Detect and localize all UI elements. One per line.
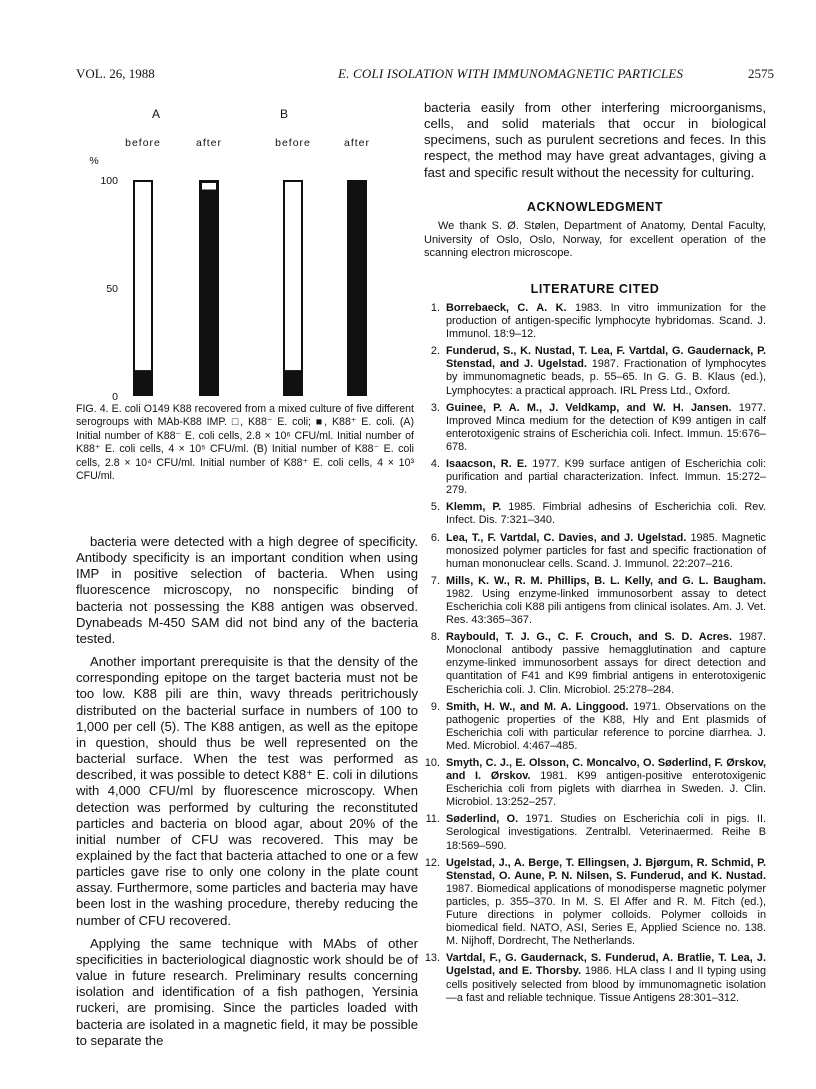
reference-item [424, 757, 766, 809]
bar-b-after-k88-positive [347, 180, 367, 396]
reference-number: 4. [430, 458, 440, 471]
bar-a-after-k88-negative [202, 183, 216, 189]
acknowledgment-heading: ACKNOWLEDGMENT [526, 200, 664, 214]
bar-label-b-before: before [275, 137, 311, 149]
reference-details: 1971. Studies on Escherichia coli in pigs. II. Serological investigations. Zentralbl. Veterinaermed. Reihe B 18:569–590. [446, 813, 766, 852]
bar-a-before-k88-negative [134, 181, 152, 395]
reference-number: 6. [430, 531, 440, 544]
reference-authors: Guinee, P. A. M., J. Veldkamp, and W. H. Jansen. [446, 401, 732, 414]
reference-details: 1987. Monoclonal antibody passive hemagglutination and capture enzyme-linked immunosorbent assays for direct detection and quantitation of F41 and K99 fimbrial antigens in enterotoxigenic Escherichia coli. J. Clin. Microbiol. 25:278–284. [446, 631, 767, 696]
reference-item [424, 302, 766, 341]
reference-number: 13. [424, 952, 440, 965]
y-axis-label: % [89, 155, 99, 167]
reference-details: 1971. Observations on the pathogenic properties of the K88, Hly and Ent plasmids of Escherichia coli with particular reference to porcine diarrhea. J. Med. Microbiol. 4:467–485. [446, 700, 766, 752]
reference-details: 1985. Fimbrial adhesins of Escherichia coli. Rev. Infect. Dis. 7:321–340. [446, 501, 766, 527]
reference-item [424, 575, 766, 627]
y-tick-label-50: 50 [106, 283, 118, 295]
reference-number: 2. [430, 345, 440, 358]
reference-item [424, 813, 766, 852]
reference-authors: Borrebaeck, C. A. K. [446, 302, 567, 314]
panel-label-a: A [151, 107, 161, 121]
reference-item [424, 501, 766, 527]
reference-number: 1. [430, 302, 440, 314]
bar-label-b-after: after [343, 137, 371, 149]
literature-cited-heading: LITERATURE CITED [530, 282, 660, 296]
reference-item [424, 857, 766, 949]
reference-authors: Klemm, P. [446, 501, 502, 514]
bar-label-a-before: before [125, 137, 161, 149]
reference-authors: Ugelstad, J., A. Berge, T. Ellingsen, J. Bjørgum, R. Schmid, P. Stenstad, O. Aune, P. N. Nilsen, S. Funderud, and K. Nustad. [446, 856, 766, 882]
reference-number: 9. [430, 700, 440, 713]
reference-number: 3. [430, 401, 440, 414]
reference-details: 1982. Using enzyme-linked immunosorbent assay to detect Escherichia coli K88 pili antigens from clinical isolates. Am. J. Vet. Res. 43:365–367. [446, 587, 766, 627]
reference-number: 12. [424, 856, 440, 869]
body-paragraph: Another important prerequisite is that the density of the corresponding epitope on the target bacteria must not be too low. K88 pili are thin, wavy threads peritrichously distributed on the bacterial surface in numbers of 100 to 1,000 per cell (5). The K88 antigen, as well as the epitope in question, should thus be well represented on the bacterial surface. When the test was performed as described, it was possible to detect K88⁺ E. coli in dilutions with 4,000 CFU/ml by fluorescence microscopy. When detection was performed by culturing the reconstituted particles and bacteria on blood agar, about 20% of the initial number of CFU was recovered. This may be explained by the fact that bacteria attached to one or a few particles gave rise to only one colony in the plate count assay. Furthermore, some particles and bacteria may have been lost in the washing procedure, thereby reducing the number of CFU recovered. [76, 654, 418, 928]
bar-b-before-k88-negative [284, 181, 302, 395]
reference-authors: Isaacson, R. E. [446, 458, 528, 471]
reference-details: 1983. In vitro immunization for the production of antigen-specific lymphocyte hybridomas. Scand. J. Immunol. 18:9–12. [446, 302, 766, 341]
reference-authors: Smyth, C. J., E. Olsson, C. Moncalvo, O. Søderlind, F. Ørskov, and I. Ørskov. [446, 757, 766, 783]
running-header-title: E. COLI ISOLATION WITH IMMUNOMAGNETIC PARTICLES [338, 66, 684, 81]
bar-b-before-k88-positive [283, 370, 303, 396]
reference-authors: Vartdal, F., G. Gaudernack, S. Funderud, A. Bratlie, T. Lea, J. Ugelstad, and E. Thorsby. [446, 952, 766, 978]
body-paragraph: Applying the same technique with MAbs of other specificities in bacteriological diagnostic work should be of value in future research. Preliminary results concerning isolation and identification of a fish pathogen, Yersinia ruckeri, are promising. Since the particles loaded with bacteria are isolated in a magnetic field, it may be possible to separate the [76, 935, 418, 1048]
body-paragraph-continued: bacteria easily from other interfering microorganisms, cells, and solid materials that occur in biological specimens, such as purulent secretions and feces. In this respect, the method may have great advantages, giving a fast and specific result without the necessity for culturing. [424, 100, 766, 180]
right-column-body [424, 100, 766, 181]
panel-label-b: B [279, 107, 289, 121]
left-column-body [76, 534, 418, 1049]
reference-number: 11. [425, 813, 440, 826]
reference-authors: Raybould, T. J. G., C. F. Crouch, and S. D. Acres. [446, 631, 733, 644]
reference-details: 1987. Fractionation of lymphocytes by immunomagnetic beads, p. 55–65. In G. G. B. Klaus (ed.), Lymphocytes: a practical approach. IRL Press Ltd., Oxford. [446, 358, 767, 397]
y-tick-label-0: 0 [112, 391, 118, 400]
y-tick-label-100: 100 [100, 175, 118, 187]
body-paragraph: bacteria were detected with a high degree of specificity. Antibody specificity is an important condition when using IMP in positive selection of bacteria. When using fluorescence microscopy, no nonspecific binding of bacteria not possessing the K88 antigen was observed. Dynabeads M-450 SAM did not bind any of the bacteria tested. [76, 534, 418, 646]
reference-number: 5. [430, 501, 440, 514]
reference-details: 1985. Magnetic monosized polymer particles for fast and specific fractionation of human mononuclear cells. Scand. J. Immunol. 22:207–216. [446, 531, 766, 570]
figure-caption: FIG. 4. E. coli O149 K88 recovered from a mixed culture of five different serogroups with MAb-K88 IMP. □, K88⁻ E. coli; ■, K88⁺ E. coli. (A) Initial number of K88⁻ E. coli cells, 2.8 × 10⁶ CFU/ml. Initial number of K88⁺ E. coli cells, 4 × 10⁵ CFU/ml. (B) Initial number of K88⁻ E. coli cells, 2.8 × 10⁴ CFU/ml. Initial number of K88⁺ E. coli cells, 4 × 10³ CFU/ml. [76, 403, 414, 483]
reference-list [424, 302, 766, 1009]
reference-item [424, 631, 766, 696]
bar-chart-figure [84, 100, 414, 400]
reference-authors: Smith, H. W., and M. A. Linggood. [446, 700, 629, 713]
reference-item [424, 402, 766, 454]
page-number: 2575 [748, 66, 774, 81]
running-header-volume: VOL. 26, 1988 [76, 66, 155, 81]
reference-details: 1977. Improved Minca medium for the detection of K99 antigen in calf enterotoxigenic strains of Escherichia coli. Infect. Immun. 15:676–678. [446, 401, 766, 453]
acknowledgment-text: We thank S. Ø. Stølen, Department of Anatomy, Dental Faculty, University of Oslo, Oslo, Norway, for excellent operation of the scanning electron microscope. [424, 220, 766, 260]
bar-label-a-after: after [195, 137, 223, 149]
reference-authors: Søderlind, O. [446, 813, 519, 826]
reference-authors: Lea, T., F. Vartdal, C. Davies, and J. Ugelstad. [446, 531, 687, 544]
reference-details: 1977. K99 surface antigen of Escherichia coli: purification and partial characterization. Infect. Immun. 15:272–279. [446, 458, 766, 497]
bar-a-after-k88-positive [199, 180, 219, 396]
reference-number: 7. [430, 574, 440, 587]
reference-item [424, 532, 766, 571]
reference-details: 1987. Biomedical applications of monodisperse magnetic polymer particles, p. 355–370. In M. S. El Affer and R. M. Fitch (ed.), Future directions in polymer colloids. Polymer colloids in biomedical field. NATO, ASI, Series E, Applied Science no. 138. M. Nijhoff, Dordrecht, The Netherlands. [446, 882, 766, 948]
reference-item [424, 458, 766, 497]
reference-authors: Funderud, S., K. Nustad, T. Lea, F. Vartdal, G. Gaudernack, P. Stenstad, and J. Ugelstad. [446, 345, 766, 371]
reference-details: 1981. K99 antigen-positive enterotoxigenic Escherichia coli from piglets with diarrhea in Sweden. J. Clin. Microbiol. 13:252–257. [446, 770, 766, 809]
reference-item [424, 345, 766, 397]
reference-number: 8. [430, 631, 440, 644]
reference-details: 1986. HLA class I and II typing using cells positively selected from blood by immunomagnetic isolation—a fast and reliable technique. Tissue Antigens 28:301–312. [446, 965, 766, 1004]
reference-number: 10. [424, 757, 440, 769]
reference-item [424, 952, 766, 1004]
reference-authors: Mills, K. W., R. M. Phillips, B. L. Kelly, and G. L. Baugham. [446, 574, 766, 587]
bar-a-before-k88-positive [133, 370, 153, 396]
reference-item [424, 701, 766, 753]
